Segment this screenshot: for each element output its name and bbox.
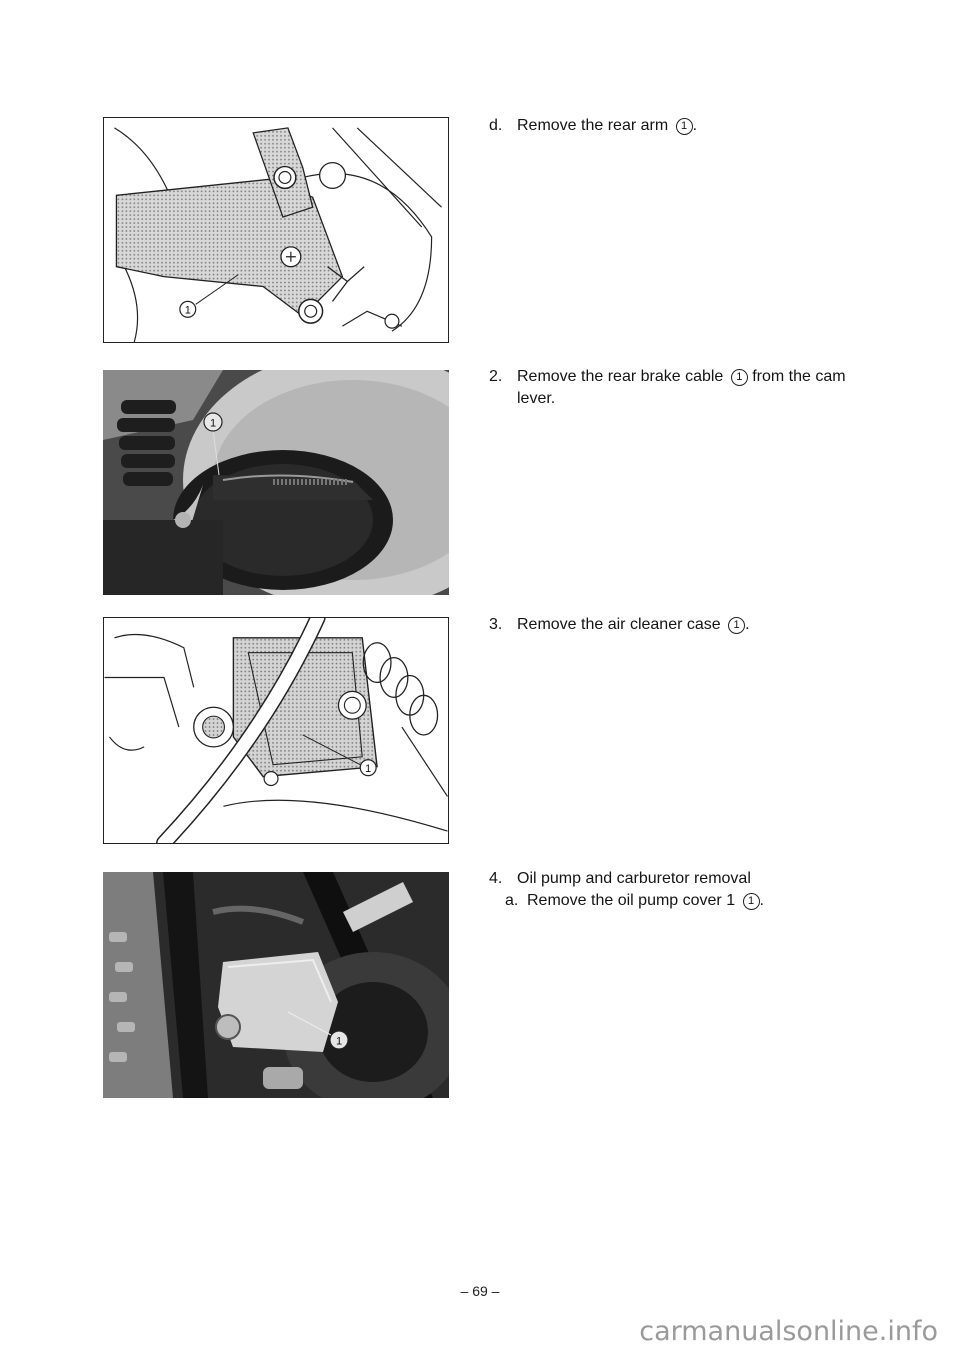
figure2-callout: 1 [209, 417, 217, 430]
figure4-callout: 1 [335, 1035, 343, 1048]
page-number: – 69 – [460, 1283, 500, 1299]
step-oil-pump-carburetor [489, 868, 869, 912]
figure1-callout: 1 [184, 304, 191, 317]
brake-cable-photo [103, 370, 449, 595]
step-text-main: Remove the air cleaner case [517, 616, 726, 633]
step-text [517, 366, 869, 410]
step-marker: d. [489, 117, 503, 134]
figure3-callout: 1 [365, 763, 372, 776]
step-text [517, 115, 869, 137]
figure-air-cleaner-case [103, 617, 449, 844]
substep-marker: a. [505, 892, 519, 909]
substep-text [527, 890, 869, 912]
step-text [517, 614, 869, 636]
substep-text-tail: . [759, 892, 764, 909]
step-marker: 3. [489, 616, 503, 633]
step-remove-brake-cable [489, 366, 869, 410]
reference-number: 1 [676, 118, 693, 135]
step-text-main: Remove the rear brake cable [517, 368, 728, 385]
step-text-tail: . [745, 616, 750, 633]
step-remove-air-cleaner [489, 614, 869, 636]
rear-arm-drawing [104, 118, 448, 342]
watermark: carmanualsonline.info [639, 1316, 938, 1347]
step-text-tail: from the cam lever. [517, 368, 846, 407]
figure-oil-pump-cover [103, 872, 449, 1098]
step-marker: 4. [489, 870, 503, 887]
figure-rear-brake-cable [103, 370, 449, 595]
step-heading: Oil pump and carburetor removal [517, 870, 751, 887]
figure-rear-arm [103, 117, 449, 343]
air-cleaner-drawing [104, 618, 448, 843]
reference-number: 1 [728, 617, 745, 634]
reference-number: 1 [731, 369, 748, 386]
reference-number: 1 [743, 893, 760, 910]
step-text-tail: . [692, 117, 698, 134]
oil-pump-photo [103, 872, 449, 1098]
step-marker: 2. [489, 368, 503, 385]
step-remove-rear-arm [489, 115, 869, 137]
substep-remove-oil-pump-cover [489, 890, 869, 912]
step-text-main: Remove the rear arm [517, 117, 673, 134]
substep-text-main: Remove the oil pump cover 1 [527, 892, 740, 909]
